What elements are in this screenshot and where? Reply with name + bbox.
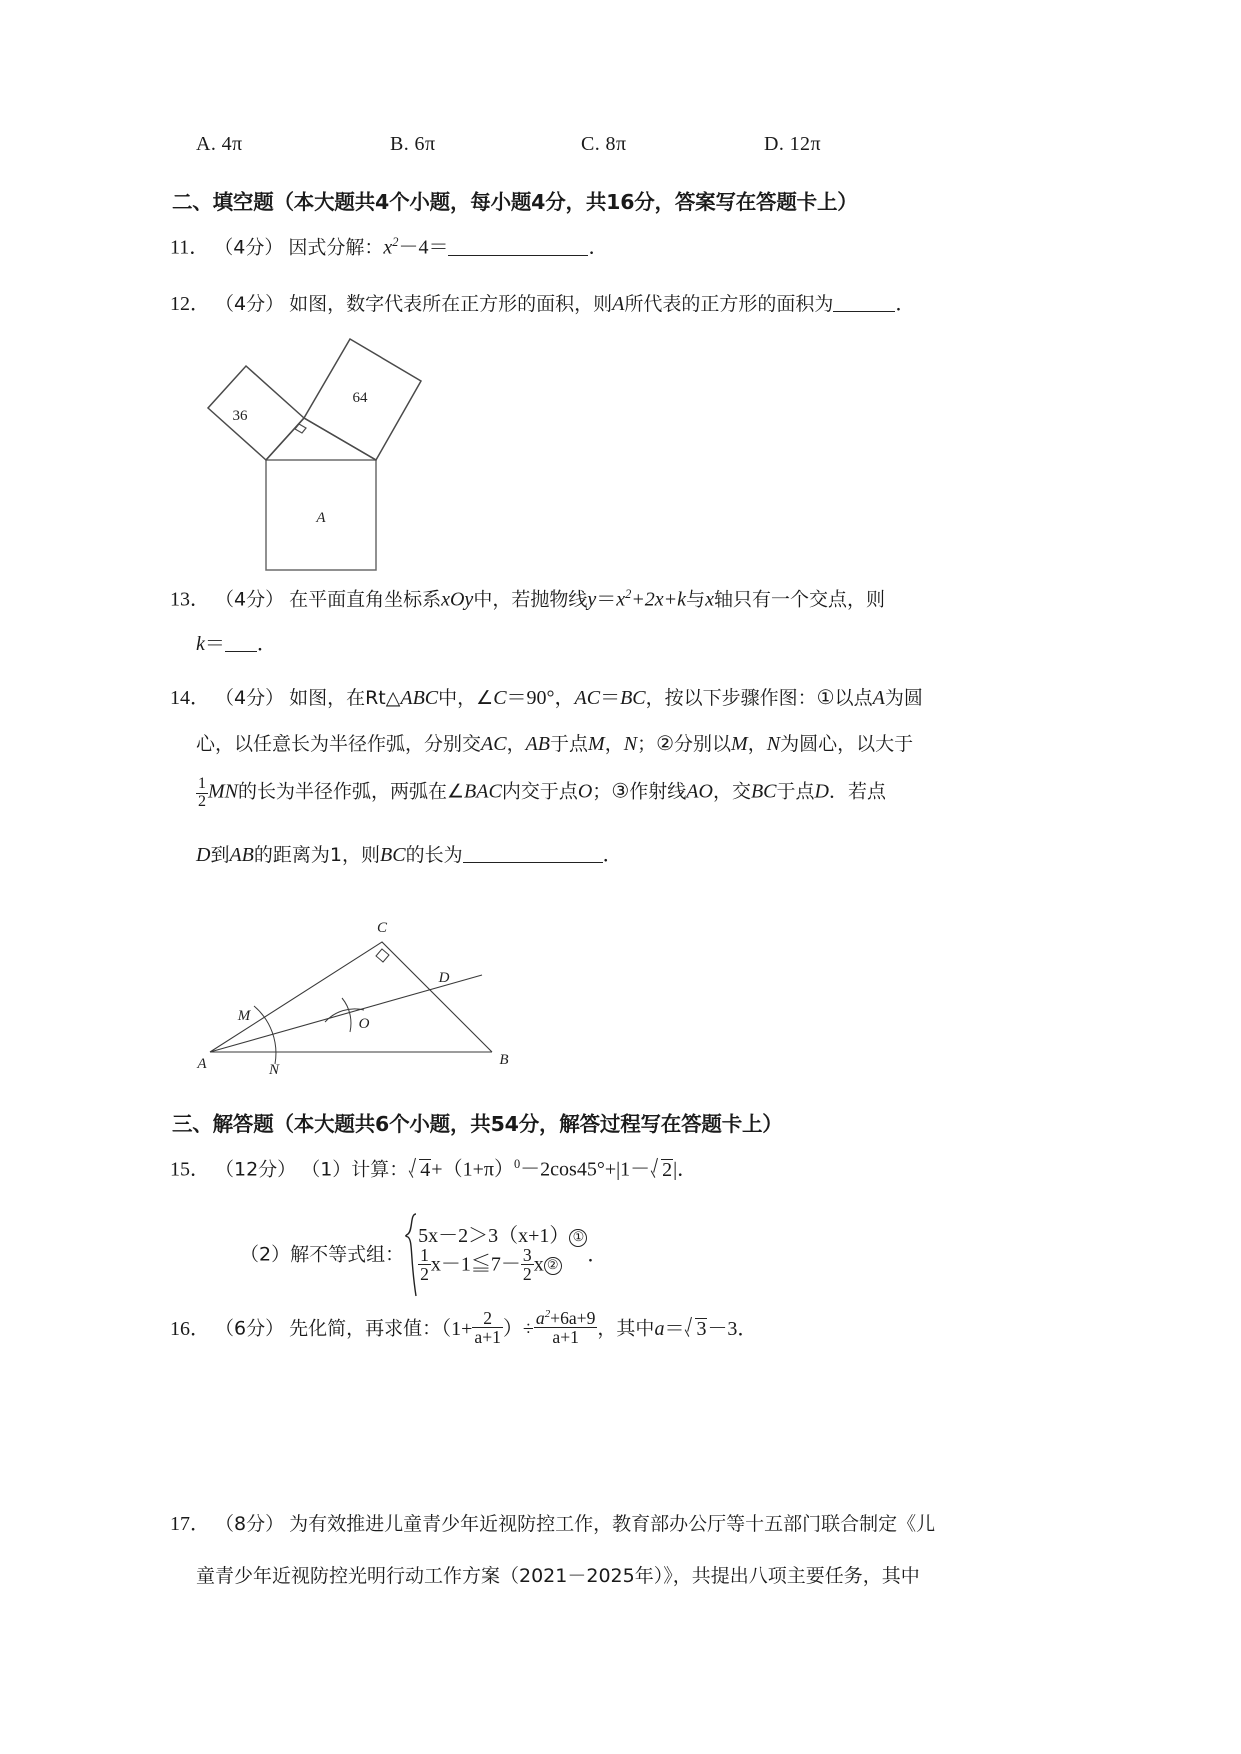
q16-number: 16． xyxy=(170,1317,210,1340)
q14-half-fraction xyxy=(196,776,208,810)
q14-l3-circle-3: ③ xyxy=(611,780,630,803)
q15-sqrt-4-radicand: 4 xyxy=(420,1158,431,1181)
q13-eq-rest: +2x+k xyxy=(631,588,687,611)
q15-cosine-term: 2cos45° xyxy=(540,1158,605,1181)
question-17-line-2 xyxy=(196,1566,920,1586)
q14-period: ． xyxy=(602,844,623,866)
choice-value-c: 8π xyxy=(605,133,627,155)
q15-part2-text: 解不等式组： xyxy=(290,1243,405,1266)
q14-l2-c: ； xyxy=(637,733,657,755)
question-16 xyxy=(170,1310,757,1348)
q15-minus: － xyxy=(520,1158,541,1181)
q12-text-after: 所代表的正方形的面积为 xyxy=(624,293,834,315)
q12-text-before: 如图，数字代表所在正方形的面积，则 xyxy=(289,293,613,315)
q14-l4-c: 的长为 xyxy=(405,844,463,866)
question-14-line-1 xyxy=(170,688,923,708)
q13-text-b: 中，若抛物线 xyxy=(473,588,588,611)
q16-close-paren: ） xyxy=(502,1317,523,1340)
q15-system-rows xyxy=(418,1226,587,1285)
q15-score: （12分） xyxy=(215,1158,297,1181)
q14-l3-mn: MN xyxy=(208,780,238,803)
q16-open-paren: （1+ xyxy=(441,1317,473,1340)
choice-label-d: D. xyxy=(764,133,785,155)
q14-l3-c: ； xyxy=(592,780,612,803)
q15-number: 15． xyxy=(170,1158,210,1181)
q14-label-b: B xyxy=(499,1052,509,1068)
q15-row2-fraction-2 xyxy=(521,1246,534,1284)
q14-l3-a: 的长为半径作弧，两弧在∠ xyxy=(238,780,465,803)
q12-answer-blank[interactable] xyxy=(833,311,895,312)
q14-l2-n2: N xyxy=(766,733,781,755)
q14-label-a: A xyxy=(197,1056,207,1072)
question-15-part-2 xyxy=(240,1212,607,1298)
q15-sqrt-4 xyxy=(408,1159,431,1182)
q15-sqrt-2 xyxy=(650,1159,673,1182)
q11-text: 因式分解： xyxy=(288,236,384,259)
q16-division-sign: ÷ xyxy=(522,1317,534,1340)
q16-fraction-1 xyxy=(472,1309,503,1347)
q13-x-axis: x xyxy=(705,588,714,611)
q14-l3-bac: BAC xyxy=(464,780,502,803)
q16-equals: ＝ xyxy=(664,1317,685,1340)
section-two-heading: 二、填空题（本大题共4个小题，每小题4分，共16分，答案写在答题卡上） xyxy=(172,190,858,214)
q15-row2-fraction-1 xyxy=(418,1246,431,1284)
q15-row2-b: 7－ xyxy=(490,1253,521,1276)
q13-eq-y: y xyxy=(587,588,597,611)
q15-plus: + xyxy=(431,1158,443,1181)
q15-paren-term: （1+π） xyxy=(442,1158,514,1181)
q14-label-n: N xyxy=(268,1062,280,1077)
q13-eq-x: x xyxy=(616,588,626,611)
q14-l2-e: 为圆心，以大于 xyxy=(780,733,914,755)
q11-answer-blank[interactable] xyxy=(448,255,588,256)
question-13-line-2 xyxy=(196,634,277,654)
q17-score: （8分） xyxy=(215,1513,285,1535)
q14-l3-b: 内交于点 xyxy=(501,780,578,803)
q13-period: ． xyxy=(256,633,277,655)
q17-line-1: 为有效推进儿童青少年近视防控工作，教育部办公厅等十五部门联合制定《儿 xyxy=(289,1513,936,1535)
question-11 xyxy=(170,236,608,258)
q15-part1-label: （1） xyxy=(301,1158,352,1181)
q14-label-c: C xyxy=(376,920,388,936)
q14-l2-comma-2: ， xyxy=(604,733,624,755)
q14-l1-eq: ＝ xyxy=(600,687,621,709)
q14-l3-bc: BC xyxy=(750,780,777,803)
q15-part2-period: ． xyxy=(587,1244,608,1266)
q14-l2-comma-1: ， xyxy=(506,733,526,755)
q13-answer-blank[interactable] xyxy=(225,651,257,652)
q14-number: 14． xyxy=(170,687,210,709)
q16-frac2-num-rest: +6a+9 xyxy=(550,1308,596,1328)
q11-period: ． xyxy=(588,236,609,259)
q14-l4-a: 到 xyxy=(210,844,230,866)
q15-row2-frac2-denominator: 2 xyxy=(522,1264,532,1284)
choice-row xyxy=(196,133,956,163)
q12-square-label-36: 36 xyxy=(232,408,248,424)
question-13-line-1 xyxy=(170,588,885,610)
q14-half-denominator: 2 xyxy=(198,792,206,810)
q14-l3-ao: AO xyxy=(686,780,713,803)
choice-option-c[interactable] xyxy=(581,133,626,156)
q14-l3-o: O xyxy=(577,780,593,803)
q14-half-numerator: 1 xyxy=(198,775,206,792)
q13-axes: xOy xyxy=(441,588,474,611)
q14-l2-circle-2: ② xyxy=(656,733,675,755)
q15-row2-a: x－1≦ xyxy=(430,1253,491,1276)
q14-l4-bc: BC xyxy=(380,844,406,866)
question-14-line-3 xyxy=(196,776,886,810)
q14-l2-m: M xyxy=(588,733,605,755)
q14-l2-comma-3: ， xyxy=(747,733,767,755)
q15-exponent-zero: 0 xyxy=(513,1157,521,1171)
q12-variable: A xyxy=(612,293,625,315)
q11-expression-rest: －4＝ xyxy=(398,236,449,259)
q14-score: （4分） xyxy=(215,687,285,709)
q15-row2-frac2-numerator: 3 xyxy=(522,1244,532,1265)
q14-l4-b: 的距离为1，则 xyxy=(253,844,380,866)
q16-sqrt-3-radicand: 3 xyxy=(696,1317,707,1340)
q12-number: 12． xyxy=(170,293,210,315)
q15-part1-period: ． xyxy=(677,1158,698,1181)
q14-l3-g: ．若点 xyxy=(828,780,886,803)
q13-number: 13． xyxy=(170,588,210,611)
q11-variable: x xyxy=(383,236,393,259)
q15-row2-frac1-numerator: 1 xyxy=(420,1244,429,1265)
q14-l2-b: 于点 xyxy=(550,733,589,755)
q15-system-row-2 xyxy=(418,1244,587,1285)
q14-l1-circle-1: ① xyxy=(816,687,835,709)
question-15-part-1 xyxy=(170,1158,697,1181)
q11-exponent: 2 xyxy=(392,235,399,249)
q15-abs-close: | xyxy=(673,1158,678,1181)
q15-part1-text: 计算： xyxy=(351,1158,409,1181)
q14-l1-b: 中，∠ xyxy=(438,687,494,709)
q14-l3-point-d: D xyxy=(814,780,829,803)
choice-option-b[interactable] xyxy=(390,133,435,156)
q14-l1-abc: ABC xyxy=(400,687,439,709)
q14-l3-f: 于点 xyxy=(776,780,815,803)
q15-inequality-system xyxy=(404,1212,587,1298)
q14-l2-ac: AC xyxy=(481,733,507,755)
q14-l2-d: 分别以 xyxy=(674,733,732,755)
q15-row2-frac1-denominator: 2 xyxy=(420,1264,429,1284)
q17-number: 17． xyxy=(170,1513,210,1535)
q14-l1-point-a: A xyxy=(872,687,885,709)
q12-square-label-a: A xyxy=(316,510,326,526)
q15-row1-marker: ① xyxy=(569,1229,587,1247)
q14-l4-point-d: D xyxy=(196,844,211,866)
q16-fraction-2 xyxy=(534,1309,598,1347)
q16-frac1-numerator: 2 xyxy=(472,1309,503,1328)
q14-l2-m2: M xyxy=(731,733,748,755)
q12-score: （4分） xyxy=(215,293,285,315)
q14-figure-right-triangle-construction xyxy=(192,912,522,1077)
q16-text: 先化简，再求值： xyxy=(289,1317,442,1340)
q16-sqrt-3 xyxy=(684,1318,707,1341)
question-12 xyxy=(170,294,915,314)
q16-frac2-numerator xyxy=(534,1309,598,1328)
q11-number: 11． xyxy=(170,236,210,259)
q16-minus-three: －3． xyxy=(707,1317,758,1340)
choice-option-a[interactable] xyxy=(196,133,243,156)
q17-line-2: 童青少年近视防控光明行动工作方案（2021－2025年）》，共提出八项主要任务，其中 xyxy=(196,1565,920,1587)
q16-where-text: 其中 xyxy=(616,1317,655,1340)
q15-row1-expression: 5x－2＞3（x+1） xyxy=(418,1224,570,1247)
q12-period: ． xyxy=(895,293,916,315)
q15-part2-label: （2） xyxy=(240,1243,291,1266)
q13-text-a: 在平面直角坐标系 xyxy=(289,588,442,611)
q14-l4-ab: AB xyxy=(229,844,254,866)
q16-variable-a: a xyxy=(654,1317,665,1340)
q16-frac1-denominator: a+1 xyxy=(474,1327,501,1348)
q14-label-o: O xyxy=(358,1016,370,1032)
q16-comma: ， xyxy=(597,1317,617,1340)
q13-k-symbol: k xyxy=(196,633,205,655)
q13-eq-sign: ＝ xyxy=(596,588,617,611)
q14-answer-blank[interactable] xyxy=(463,862,603,863)
section-three-heading: 三、解答题（本大题共6个小题，共54分，解答过程写在答题卡上） xyxy=(172,1112,783,1136)
q14-l2-n: N xyxy=(623,733,638,755)
q14-l1-a: 如图，在Rt△ xyxy=(289,687,401,709)
q14-l1-ac: AC xyxy=(574,687,601,709)
q14-l1-f: 为圆 xyxy=(884,687,923,709)
choice-value-b: 6π xyxy=(414,133,436,155)
q13-score: （4分） xyxy=(215,588,285,611)
question-14-line-4 xyxy=(196,845,623,865)
q14-label-m: M xyxy=(237,1008,251,1024)
q15-abs-open: |1－ xyxy=(616,1158,651,1181)
q13-text-d: 轴只有一个交点，则 xyxy=(713,588,885,611)
q15-system-row-1 xyxy=(418,1225,587,1247)
q11-score: （4分） xyxy=(214,236,284,259)
q12-figure-pythagorean-squares xyxy=(188,332,478,577)
choice-value-a: 4π xyxy=(221,133,243,155)
q14-l1-c-eq: ＝90°， xyxy=(506,687,575,709)
q16-score: （6分） xyxy=(215,1317,285,1340)
q15-row2-c: x xyxy=(533,1253,544,1276)
q16-frac2-num-a: a xyxy=(535,1308,545,1328)
choice-label-a: A. xyxy=(196,133,217,155)
question-17-line-1 xyxy=(170,1514,935,1534)
q15-system-brace xyxy=(404,1212,418,1298)
q15-sqrt-2-radicand: 2 xyxy=(662,1158,673,1181)
q13-text-c: 与 xyxy=(686,588,706,611)
q14-l2-a: 心，以任意长为半径作弧，分别交 xyxy=(196,733,482,755)
choice-label-c: C. xyxy=(581,133,601,155)
choice-option-d[interactable] xyxy=(764,133,821,156)
q14-l1-d: ，按以下步骤作图： xyxy=(645,687,817,709)
q14-l3-d: 作射线 xyxy=(629,780,687,803)
q13-eq-exponent: 2 xyxy=(625,587,632,601)
q14-l1-bc: BC xyxy=(620,687,646,709)
q15-plus-2: + xyxy=(604,1158,617,1181)
q14-label-d: D xyxy=(438,970,450,986)
q14-l1-e: 以点 xyxy=(834,687,873,709)
q14-l1-c: C xyxy=(493,687,507,709)
question-14-line-2 xyxy=(196,734,913,754)
q15-row2-marker: ② xyxy=(544,1257,562,1275)
q13-k-equals: ＝ xyxy=(204,633,225,655)
choice-value-d: 12π xyxy=(789,133,821,155)
q16-frac2-denominator: a+1 xyxy=(552,1327,579,1348)
q12-square-label-64: 64 xyxy=(352,390,368,406)
q16-frac2-num-exponent: 2 xyxy=(544,1308,551,1321)
q14-l3-e: ，交 xyxy=(712,780,751,803)
choice-label-b: B. xyxy=(390,133,410,155)
q14-l2-ab: AB xyxy=(525,733,551,755)
